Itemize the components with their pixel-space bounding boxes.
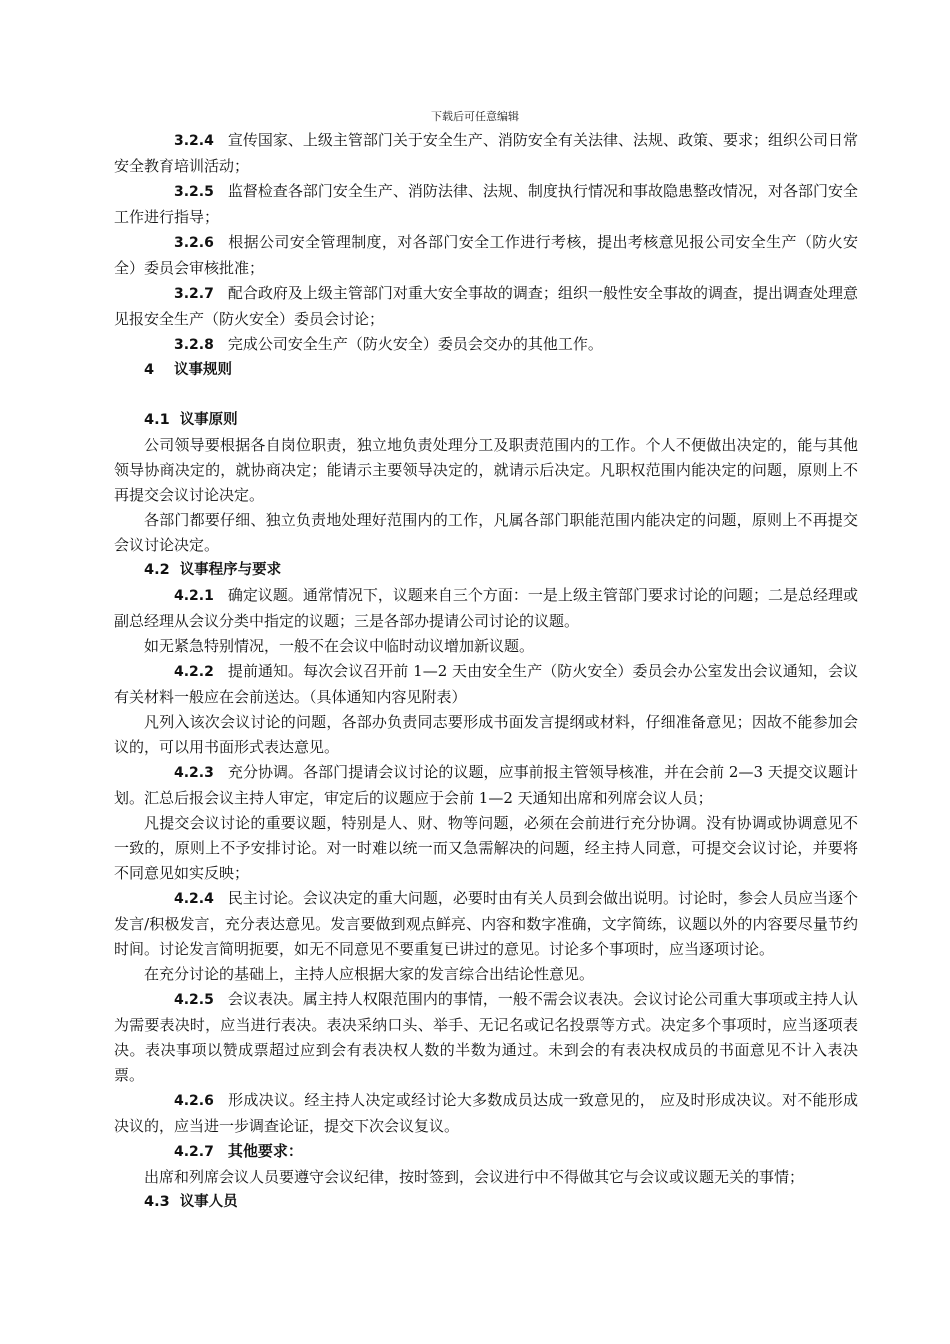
clause-number: 3.2.7 bbox=[174, 286, 214, 302]
clause-text: 提前通知。每次会议召开前 1—2 天由安全生产（防火安全）委员会办公室发出会议通知，会议有关材料一般应在会前送达。（具体通知内容见附表） bbox=[114, 662, 858, 706]
section-heading-4-3 bbox=[114, 1190, 858, 1215]
clause-text: 配合政府及上级主管部门对重大安全事故的调查；组织一般性安全事故的调查，提出调查处理意见报安全生产（防火安全）委员会讨论； bbox=[114, 284, 858, 328]
clause-text: 宣传国家、上级主管部门关于安全生产、消防安全有关法律、法规、政策、要求；组织公司日常安全教育培训活动； bbox=[114, 131, 858, 175]
section-title: 议事原则 bbox=[179, 412, 238, 428]
paragraph: 凡列入该次会议讨论的问题，各部办负责同志要形成书面发言提纲或材料，仔细准备意见；因故不能参加会议的，可以用书面形式表达意见。 bbox=[114, 713, 858, 756]
clause-number: 3.2.5 bbox=[174, 184, 214, 200]
clause-number: 4.2.7 bbox=[174, 1144, 214, 1160]
clause-number: 3.2.6 bbox=[174, 235, 214, 251]
clause-text: 根据公司安全管理制度，对各部门安全工作进行考核，提出考核意见报公司安全生产（防火安全）委员会审核批准； bbox=[114, 233, 858, 277]
spacer bbox=[114, 383, 858, 408]
document-body bbox=[114, 128, 858, 1215]
clause-4-2-5 bbox=[114, 987, 858, 1088]
section-title: 议事人员 bbox=[179, 1194, 238, 1210]
clause-text: 形成决议。经主持人决定或经讨论大多数成员达成一致意见的， 应及时形成决议。对不能形成决议的，应当进一步调查论证，提交下次会议复议。 bbox=[114, 1091, 858, 1135]
paragraph: 凡提交会议讨论的重要议题，特别是人、财、物等问题，必须在会前进行充分协调。没有协调或协调意见不一致的，原则上不予安排讨论。对一时难以统一而又急需解决的问题，经主持人同意，可提交会议讨论，并要将不同意见如实反映； bbox=[114, 814, 858, 882]
clause-4-2-4 bbox=[114, 886, 858, 962]
clause-3-2-8 bbox=[114, 332, 858, 358]
paragraph: 公司领导要根据各自岗位职责，独立地负责处理分工及职责范围内的工作。个人不便做出决定的，能与其他领导协商决定的，就协商决定；能请示主要领导决定的，就请示后决定。凡职权范围内能决定的问题，原则上不再提交会议讨论决定。 bbox=[114, 436, 858, 504]
section-number: 4.1 bbox=[144, 412, 170, 428]
clause-4-2-6 bbox=[114, 1088, 858, 1139]
section-title: 议事程序与要求 bbox=[179, 562, 282, 578]
clause-3-2-5 bbox=[114, 179, 858, 230]
clause-number: 3.2.4 bbox=[174, 133, 214, 149]
clause-number: 4.2.2 bbox=[174, 664, 214, 680]
clause-text: 确定议题。通常情况下，议题来自三个方面：一是上级主管部门要求讨论的问题；二是总经理或副总经理从会议分类中指定的议题；三是各部办提请公司讨论的议题。 bbox=[114, 586, 858, 630]
paragraph: 在充分讨论的基础上，主持人应根据大家的发言综合出结论性意见。 bbox=[144, 965, 595, 983]
section-number: 4.3 bbox=[144, 1194, 170, 1210]
clause-number: 4.2.5 bbox=[174, 992, 214, 1008]
clause-3-2-7 bbox=[114, 281, 858, 332]
paragraph: 各部门都要仔细、独立负责地处理好范围内的工作，凡属各部门职能范围内能决定的问题，原则上不再提交会议讨论决定。 bbox=[114, 511, 858, 554]
clause-3-2-6 bbox=[114, 230, 858, 281]
section-number: 4.2 bbox=[144, 562, 170, 578]
clause-text: 会议表决。属主持人权限范围内的事情，一般不需会议表决。会议讨论公司重大事项或主持人认为需要表决时，应当进行表决。表决采纳口头、举手、无记名或记名投票等方式。决定多个事项时，应当逐项表决。表决事项以赞成票超过应到会有表决权人数的半数为通过。未到会的有表决权成员的书面意见不计入表决票。 bbox=[114, 990, 858, 1084]
clause-number: 4.2.4 bbox=[174, 891, 214, 907]
clause-4-2-2 bbox=[114, 659, 858, 710]
clause-text: 监督检查各部门安全生产、消防法律、法规、制度执行情况和事故隐患整改情况，对各部门安全工作进行指导； bbox=[114, 182, 858, 226]
section-title: 议事规则 bbox=[174, 362, 232, 378]
paragraph: 如无紧急特别情况，一般不在会议中临时动议增加新议题。 bbox=[144, 637, 535, 655]
page-header: 下载后可任意编辑 bbox=[431, 110, 519, 123]
clause-text: 完成公司安全生产（防火安全）委员会交办的其他工作。 bbox=[227, 335, 603, 353]
clause-number: 4.2.1 bbox=[174, 588, 214, 604]
clause-text: 民主讨论。会议决定的重大问题，必要时由有关人员到会做出说明。讨论时，参会人员应当逐个发言/积极发言，充分表达意见。发言要做到观点鲜亮、内容和数字准确，文字简练，议题以外的内容要尽量节约时间。讨论发言简明扼要，如无不同意见不要重复已讲过的意见。讨论多个事项时，应当逐项讨论。 bbox=[114, 889, 858, 958]
clause-3-2-4 bbox=[114, 128, 858, 179]
section-number: 4 bbox=[144, 362, 155, 378]
section-heading-4-2 bbox=[114, 558, 858, 583]
section-heading-4 bbox=[114, 358, 858, 383]
clause-number: 4.2.3 bbox=[174, 765, 214, 781]
section-heading-4-1 bbox=[114, 408, 858, 433]
clause-4-2-3 bbox=[114, 760, 858, 811]
clause-number: 3.2.8 bbox=[174, 337, 214, 353]
clause-4-2-1 bbox=[114, 583, 858, 634]
paragraph: 出席和列席会议人员要遵守会议纪律，按时签到，会议进行中不得做其它与会议或议题无关的事情； bbox=[144, 1168, 805, 1186]
clause-4-2-7 bbox=[114, 1139, 858, 1165]
clause-number: 4.2.6 bbox=[174, 1093, 214, 1109]
clause-text: 充分协调。各部门提请会议讨论的议题，应事前报主管领导核准，并在会前 2—3 天提交议题计划。汇总后报会议主持人审定，审定后的议题应于会前 1—2 天通知出席和列席会议人员； bbox=[114, 763, 858, 807]
clause-text: 其他要求： bbox=[227, 1142, 303, 1160]
